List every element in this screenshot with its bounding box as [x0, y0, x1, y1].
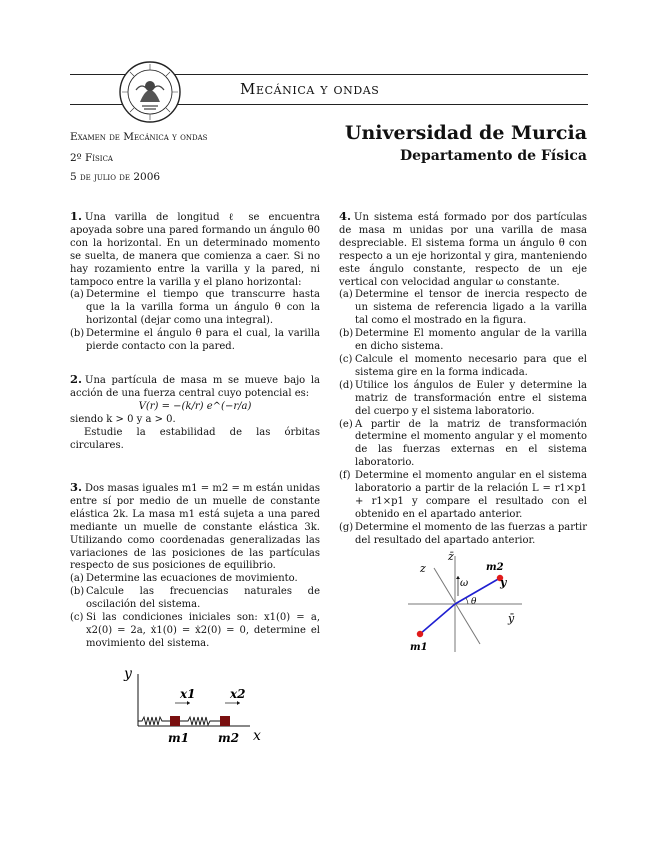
y-label: y — [500, 576, 507, 589]
theta-arc — [466, 598, 468, 604]
particle-m1 — [417, 631, 423, 637]
university-seal — [118, 60, 182, 124]
m1-label: m1 — [168, 731, 190, 745]
m2-label: m2 — [218, 731, 240, 745]
list-item: (d) Utilice los ángulos de Euler y determine la matriz de transformación entre el sistema del cuerpo y el sistema laboratorio. — [339, 379, 587, 417]
problem-number: 1. — [70, 209, 83, 223]
problem-number: 4. — [339, 209, 352, 223]
z-label: z — [420, 562, 426, 575]
omega-label: ω — [460, 578, 469, 589]
list-item: (b) Calcule las frecuencias naturales de oscilación del sistema. — [70, 586, 320, 611]
problem-condition: siendo k > 0 y a > 0. — [70, 413, 176, 425]
m1-label: m1 — [410, 642, 428, 653]
rotating-rod-figure — [400, 548, 530, 660]
x2-label: x2 — [230, 687, 246, 701]
exam-title: Examen de Mecánica y ondas — [70, 131, 208, 143]
ybar-label: ȳ — [508, 612, 515, 625]
mass-1 — [170, 716, 180, 726]
list-item: (a) Determine el tiempo que transcurre hasta que la la varilla forma un ángulo θ con la horizontal (dejar como una integral). — [70, 289, 320, 327]
list-item: (c) Si las condiciones iniciales son: x1(0) = a, x2(0) = 2a, ẋ1(0) = ẋ2(0) = 0, determine el movimiento del sistema. — [70, 612, 320, 649]
problem-text: Una varilla de longitud ℓ se encuentra apoyada sobre una pared formando un ángulo θ0 con la horizontal. En un determinado momento se suelta, de manera que comienza a caer. Si no hay rozamiento entre la varilla y la pared, ni tampoco entre la varilla y el plano horizontal: — [70, 212, 320, 288]
problem-1 — [70, 210, 320, 354]
zbar-label: z̄ — [448, 550, 454, 563]
x1-label: x1 — [180, 687, 196, 701]
list-item: (a) Determine las ecuaciones de movimiento. — [70, 573, 298, 585]
course-year: 2º Física — [70, 152, 113, 164]
problem-number: 3. — [70, 480, 83, 494]
y-axis-label: y — [124, 666, 132, 682]
exam-date: 5 de julio de 2006 — [70, 171, 161, 183]
department-name: Departamento de Física — [399, 148, 587, 164]
list-item: (a) Determine el tensor de inercia respecto de un sistema de referencia ligado a la varilla tal como el mostrado en la figura. — [339, 289, 587, 327]
x2-arrowhead — [237, 701, 240, 705]
university-name: Universidad de Murcia — [344, 122, 587, 144]
problem-text: Dos masas iguales m1 = m2 = m están unidas entre sí por medio de un muelle de constante elástica 2k. La masa m1 está sujeta a una pared mediante un muelle de constante elástica 3k. Utilizando como coordenadas generalizadas las variaciones de las posiciones de las partículas respecto de sus posiciones de equilibrio. — [70, 483, 320, 572]
list-item: (b) Determine el ángulo θ para el cual, la varilla pierde contacto con la pared. — [70, 328, 320, 353]
problem-4 — [339, 210, 587, 548]
course-title: Mecánica y ondas — [240, 80, 380, 98]
spring-mass-figure — [118, 660, 278, 748]
problem-text: Un sistema está formado por dos partículas de masa m unidas por una varilla de masa despreciable. El sistema forma un ángulo θ con respecto a un eje horizontal y gira, manteniendo este ángulo constante, respecto de un eje vertical con velocidad angular ω constante. — [339, 212, 587, 288]
rod-lower — [420, 604, 455, 634]
m2-label: m2 — [486, 562, 504, 573]
theta-label: θ — [471, 597, 477, 607]
spring-1 — [138, 717, 170, 725]
list-item: (e) A partir de la matriz de transformación determine el momento angular y el momento de las fuerzas externas en el sistema laboratorio. — [339, 418, 587, 469]
mass-2 — [220, 716, 230, 726]
list-item: (b) Determine El momento angular de la varilla en dicho sistema. — [339, 328, 587, 353]
x1-arrowhead — [187, 701, 190, 705]
list-item: (c) Calcule el momento necesario para que el sistema gire en la forma indicada. — [339, 353, 587, 378]
problem-3 — [70, 481, 320, 651]
problem-question: Estudie la estabilidad de las órbitas circulares. — [70, 426, 320, 451]
x-axis-label: x — [253, 728, 261, 744]
spring-2 — [180, 717, 220, 725]
list-item: (f) Determine el momento angular en el sistema laboratorio a partir de la relación L = r1×p1 + r1×p1 y compare el resultado con el obtenido en el apartado anterior. — [339, 470, 587, 520]
list-item: (g) Determine el momento de las fuerzas a partir del resultado del apartado anterior. — [339, 521, 587, 546]
problem-text: Una partícula de masa m se mueve bajo la acción de una fuerza central cuyo potencial es: — [70, 375, 320, 399]
problem-number: 2. — [70, 372, 83, 386]
potential-formula: V(r) = −(k/r) e^(−r/a) — [138, 400, 252, 412]
problem-2 — [70, 373, 320, 452]
